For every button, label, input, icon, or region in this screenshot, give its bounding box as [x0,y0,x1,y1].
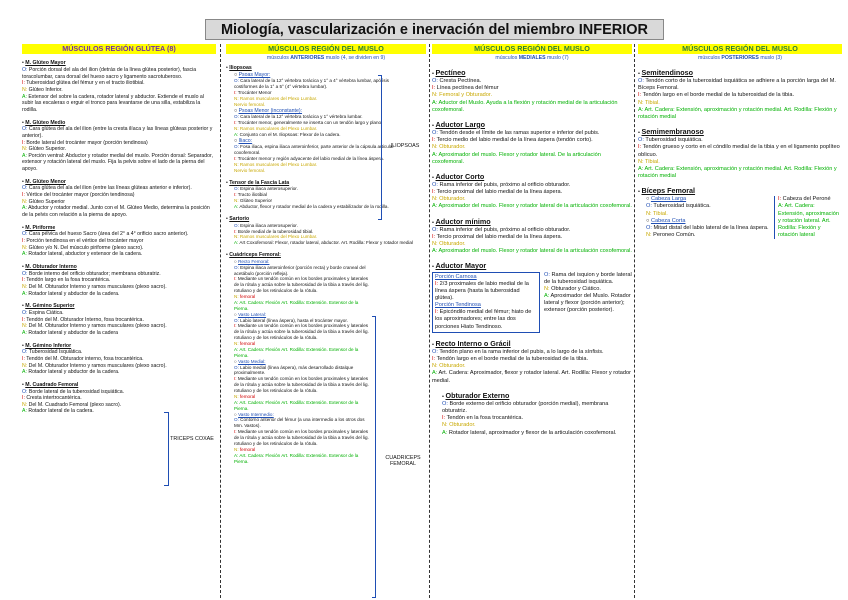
muscle-title: M. Gémino Inferior [25,342,72,349]
muscle-insertion: Tendón grueso y corto en el cóndilo medial de la tibia y en el ligamento poplíteo oblicuo. [638,144,840,158]
tensor-origin: Espina iliaca anterosuperior. [240,186,298,192]
recto-interno-title: Recto Interno o Grácil [435,338,511,348]
vasto-intermedio-insertion: Mediante un tendón común en los bordes proximales y laterales de la rótula y actúa sobre la tuberosidad de la tibia a través del lig. rotuliano y de los retináculos de la rótula. [234,429,369,446]
psoas-mayor-insertion: Trocánter Menor [237,90,272,95]
vasto-medial-insertion: Mediante un tendón común en los bordes proximales y laterales de la rótula y actúa sobre la tuberosidad de la tibia a través del lig. rotuliano y de los retináculos de la rótula. [234,376,369,394]
muscle-origin: Tuberosidad Isquiática. [28,349,83,356]
psoas-menor-title: Psoas Menor (inconstante): [238,107,303,114]
muscle-title: Semimembranoso [641,127,704,137]
aductor-mayor-origin: Rama del isquion y borde lateral de la tuberosidad isquiática. [544,271,632,285]
column-divider [220,44,221,598]
vasto-lateral-insertion: Mediante un tendón común en los bordes proximales y laterales de la rótula y actúa sobre la tuberosidad de la tibia a través del lig. rotuliano y de los retináculos de la rótula. [234,323,369,341]
recto-interno-nerve: Obturador. [439,363,466,370]
muscle-action: Aproximador del muslo. Flexor y rotador lateral de la articulación coxofemoral. [438,248,632,255]
column-divider [634,44,635,598]
vasto-intermedio-origin: Contorno anterior del fémur (a una intermedio a los otros dos Mm. Vastos). [234,417,365,429]
muscle-insertion: Tercio proximal del labio medial de la línea áspera. [436,233,563,240]
tensor-insertion: Tracto iliotibial [237,192,267,198]
vasto-lateral-origin: Labio lateral (línea áspera), hasta el trocánter mayor. [240,317,348,323]
muscle-insertion: Borde lateral del trocánter mayor (porción tendinosa) [26,139,148,146]
muscle-title: Pectíneo [435,67,466,77]
sartorio-block: • Sartorio O: Espina iliaca anterosuperior. I: Borde medial de la tuberosidad tibial. N: Ramos musculares del Plexo Lumbar. A: Art Coxofemoral: Flexor, rotador lateral, abductor. Art. Rodilla: Flexor y rotador medial [226,215,413,246]
muscle-insertion: Tercio proximal del labio medial de la línea áspera. [436,189,563,196]
posterior-thigh-column [638,44,842,596]
porcion-carnosa-insertion: 2/3 proximales de labio medial de la línea áspera (hasta la tuberosidad glútea). [435,280,529,301]
vasto-medial-origin: Labio medial (línea áspera), más desarrollado distalque proximalmente. [234,364,354,376]
muscle-insertion: Tercio medio del labio medial de la línea áspera (tendón corto). [436,137,593,144]
psoas-menor-insertion: Trocánter menor, generalmente se inserta con un tendón largo y plano. [237,120,383,126]
muscle-origin: Tuberosidad isquiática. [645,137,703,144]
obturador-externo-title: Obturador Externo [445,390,510,400]
muscle-origin: Rama inferior del pubis, próximo al orificio obturador. [439,226,571,233]
muscle-block: • Pectíneo O: Cresta Pectínea. I: Línea pectínea del fémur N: Femoral y Obturador. A: Aductor del Muslo. Ayuda a la flexión y rotación medial de la articulación coxofemoral. [432,67,618,113]
tensor-action: Abductor, flexor y rotador medial de la cadera y estabilizador de la rodilla. [239,204,389,210]
muscle-title: M. Gémino Superior [25,303,75,310]
muscle-action: Rotador lateral y abductor de la cadera. [28,290,120,297]
posterior-header: MÚSCULOS REGIÓN DEL MUSLO [638,44,842,54]
sartorio-insertion: Borde medial de la tuberosidad tibial. [237,228,314,234]
muscle-title: Aductor mínimo [435,216,491,226]
vasto-intermedio-nerve: femoral [239,446,256,452]
psoas-mayor-nerve-2: Nervio femoral. [234,101,266,107]
cuadriceps-block: • Cuádriceps Femoral: ○ Recto Femoral: O: Espina iliaca anteroinferior (porción recta) y borde craneal del acetábulo (porción refleja). I: Mediante un tendón común en los bordes proximales y laterales de la rótula y actúa sobre la tuberosidad de la tibia a través del lig. rotuliano y de los retináculos de la rótula. N: femoral A: Art. Cadera: Flexión Art. Rodilla: Extensión. Extensor de la Pierna. ○ Vasto Lateral: O: Labio lateral (línea áspera), hasta el trocánter mayor. I: Mediante un tendón común en los bordes proximales y laterales de la rótula y actúa sobre la tuberosidad de la tibia a través del lig. rotuliano y de los retináculos de la rótula. N: femoral A: Art. Cadera: Flexión Art. Rodilla: Extensión. Extensor de la Pierna. ○ Vasto Medial: O: Labio medial (línea áspera), más desarrollado distalque proximalmente. I: Mediante un tendón común en los bordes proximales y laterales de la rótula y actúa sobre la tuberosidad de la tibia a través del lig. rotuliano y de los retináculos de la rótula. N: femoral A: Art. Cadera: Flexión Art. Rodilla: Extensión. Extensor de la Pierna. ○ Vasto Intermedio: O: Contorno anterior del fémur (a una intermedio a los otros dos Mm. Vastos). I: Mediante un tendón común en los bordes proximales y laterales de la rótula y actúa sobre la tuberosidad de la tibia a través del lig. rotuliano y de los retináculos de la rótula. N: femoral A: Art. Cadera: Flexión Art. Rodilla: Extensión. Extensor de la Pierna. [226,252,369,464]
sartorio-nerve: Ramos musculares del Plexo Lumbar. [239,234,318,240]
muscle-origin: Borde lateral de la tuberosidad isquiática. [28,388,125,395]
vasto-medial-title: Vasto Medial: [238,358,266,364]
muscle-block: • M. Glúteo Menor O: Cara glútea del ala del ilion (entre las líneas glúteas anterior e inferior). I: Vértice del trocánter mayor (porción tendinosa) N: Glúteo Superior A: Abductor y rotador medial. Junto con el M. Glúteo Medio, determina la posición de la pelvis con relación a la pierna de apoyo. [22,178,210,219]
muscle-nerve: Femoral y Obturador. [439,92,493,99]
muscle-block: • Semimembranoso O: Tuberosidad isquiática. I: Tendón grueso y corto en el cóndilo medial de la tibia y en el ligamento poplíteo oblicuo. N: Tibial. A: Art. Cadera: Extensión, aproximación y rotación medial. Art. Rodilla: Flexión y rotación medial [638,127,840,179]
muscle-title: M. Cuadrado Femoral [25,381,79,388]
obturador-externo-action: Rotador lateral, aproximador y flexor de la articulación coxofemoral. [448,429,617,436]
muscle-nerve: Tibial. [645,99,660,106]
recto-femoral-action: Art. Cadera: Flexión Art. Rodilla: Extensión. Extensor de la Pierna. [234,299,359,311]
muscle-nerve: Glúteo y/o N. Del músculo piriforme (plexo sacro). [28,244,144,251]
recto-interno-origin: Tendón plano en la rama inferior del pubis, a lo largo de la sínfisis. [439,348,604,355]
biceps-femoral-action: Art. Cadera: Extensión, aproximación y rotación lateral. Art. Rodilla: Flexión y rotación lateral [778,203,839,239]
biceps-femoral-insertion: Cabeza del Peroné [782,196,831,203]
muscle-title: Aductor Corto [435,171,485,181]
sartorio-action: Art Coxofemoral: Flexor, rotador lateral, abductor. Art. Rodilla: Flexor y rotador medial [239,240,413,246]
iliaco-nerve: Ramos musculares del Plexo Lumbar. [239,162,318,168]
muscle-origin: Borde interno del orificio obturador; membrana obturatriz. [28,270,161,277]
muscle-insertion: Vértice del trocánter mayor (porción tendinosa) [26,192,135,199]
porcion-tendinosa-title: Porción Tendinosa [435,302,481,309]
vasto-medial-nerve: femoral [239,393,256,399]
aductor-mayor-title: Aductor Mayor [435,261,487,271]
vasto-lateral-nerve: femoral [239,341,256,347]
muscle-action: Aproximador del muslo. Flexor y rotador lateral. De la articulación coxofemoral. [432,151,601,165]
muscle-action: Art. Cadera: Extensión, aproximación y rotación medial. Art. Rodilla: Flexión y rotación medial [638,106,837,120]
porcion-carnosa-title: Porción Carnosa [435,273,477,280]
recto-femoral-nerve: femoral [239,294,256,300]
muscle-insertion: Línea pectínea del fémur [436,85,499,92]
vasto-intermedio-title: Vasto Intermedio: [238,411,274,417]
vasto-medial-action: Art. Cadera: Flexión Art. Rodilla: Extensión. Extensor de la Pierna. [234,399,359,411]
muscle-block: • M. Piriforme O: Cara pélvica del hueso Sacro (área del 2° a 4° orificio sacro anterior). I: Porción tendinosa en el vértice del trocánter mayor N: Glúteo y/o N. Del músculo piriforme (plexo sacro). A: Rotador lateral, abductor y extensor de la cadera. [22,224,189,258]
cabeza-corta-nerve: Peroneo Común. [653,232,696,239]
aductor-mayor-block: • Aductor Mayor Porción Carnosa I: 2/3 proximales de labio medial de la línea áspera (hasta la tuberosidad glútea). Porción Tendinosa I: Epicóndilo medial del fémur; hiato de los aproximadores; entre las dos porciones Hiato Tendinoso. O: Rama del isquion y borde lateral de la tuberosidad isquiática. N: Obturador y Ciático. A: Aproximador del Muslo. Rotador lateral y flexor (porción anterior); extensor (porción posterior). [432,261,632,332]
muscle-origin: Cara glútea del ala del ilion (entre las líneas glúteas anterior e inferior). [28,185,192,192]
gluteal-header: MÚSCULOS REGIÓN GLÚTEA (8) [22,44,216,54]
muscle-nerve: Del M. Obturador Interno y ramos musculares (plexo sacro). [28,362,167,369]
posterior-subheader: músculos POSTERIORES muslo (3) [698,55,782,62]
muscle-nerve: Obturador. [439,241,466,248]
iliopsoas-block: • Iliopsoas ○ Psoas Mayor: O: Cara lateral de la 12° vértebra torácica y 1° a 4° vértebra lumbar, apófisis costiformes de la 1° a 5° (4° vértebra lumbar). I: Trocánter Menor N: Ramos musculares del Plexo Lumbar. Nervio femoral. ○ Psoas Menor (inconstante): O: Cara lateral de la 12° vértebra torácica y 1° vértebra lumbar. I: Trocánter menor, generalmente se inserta con un tendón largo y plano. N: Ramos musculares del Plexo Lumbar. A: Conjunto con el M. Iliopsoas: Flexor de la cadera. ○ Iliaco: O: Fosa iliaca, espina iliaca anteroinferior, parte anterior de la cápsula articular coxofemoral. I: Trocánter menor y región adyacente del labio medial de la línea áspera. N: Ramos musculares del Plexo Lumbar. Nervio femoral. [226,65,426,174]
muscle-action: Extensor del sobre la cadera, rotador lateral y abductor. Extiende el muslo al subir las escaleras o erguir el tronco para levantarse de una silla, estabiliza la rodilla. [22,93,204,113]
sartorio-origin: Espina iliaca anterosuperior. [240,222,298,228]
muscle-nerve: Glúteo Inferior. [28,86,63,93]
obturador-externo-block: • Obturador Externo O: Borde externo del orificio obturador (porción medial), membrana obturatriz. I: Tendón en la fosa trocantérica. N: Obturador. A: Rotador lateral, aproximador y flexor de la articulación coxofemoral. [442,390,617,436]
muscle-action: Rotador lateral y abductor de la cadera [28,329,119,336]
page-title: Miología, vascularización e inervación del miembro INFERIOR [205,19,664,40]
psoas-menor-action: Conjunto con el M. Iliopsoas: Flexor de la cadera. [239,131,341,137]
muscle-block: • Aductor Corto O: Rama inferior del pubis, próximo al orificio obturador. I: Tercio proximal del labio medial de la línea áspera. N: Obturador. A: Aproximador del muslo. Flexor y rotador lateral de la articulación coxofemoral. [432,171,632,210]
psoas-mayor-nerve: Ramos musculares del Plexo Lumbar. [239,95,318,101]
muscle-action: Art. Cadera: Extensión, aproximación y rotación medial. Art. Rodilla: Flexión y rotación medial [638,165,837,179]
muscle-nerve: Glúteo Superior. [28,146,67,153]
muscle-nerve: Obturador. [439,144,466,151]
medial-subheader: músculos MEDIALES muslo (7) [495,55,569,62]
muscle-action: Rotador lateral de la cadera. [28,408,94,415]
muscle-action: Aductor del Muslo. Ayuda a la flexión y rotación medial de la articulación coxofemoral. [432,99,618,113]
muscle-nerve: Obturador. [439,196,466,203]
column-divider [429,44,430,598]
muscle-nerve: Tibial. [645,158,660,165]
iliopsoas-bracket [378,75,382,220]
psoas-menor-nerve: Ramos musculares del Plexo Lumbar. [239,126,318,132]
muscle-block: • M. Gémino Superior O: Espina Ciática. I: Tendón del M. Obturador Interno, fosa trocantérica. N: Del M. Obturador Interno y ramos musculares (plexo sacro). A: Rotador lateral y abductor de la cadera [22,303,167,336]
muscle-origin: Cara glútea del ala del ilion (entre la cresta ilíaca y las líneas glúteas posterior y anterior). [22,126,213,139]
iliaco-nerve-2: Nervio femoral. [234,167,266,173]
muscle-action: Rotador lateral y abductor de la cadera. [28,369,120,376]
muscle-block: • Aductor Largo O: Tendón desde el límite de las ramas superior e inferior del pubis. I: Tercio medio del labio medial de la línea áspera (tendón corto). N: Obturador. A: Aproximador del muslo. Flexor y rotador lateral. De la articulación coxofemoral. [432,119,601,165]
cuadriceps-title: Cuádriceps Femoral: [229,252,281,259]
cabeza-larga-origin: Tuberosidad isquiática. [653,203,711,210]
muscle-title: M. Glúteo Menor [25,178,66,185]
muscle-action: Aproximador del muslo. Flexor y rotador lateral de la articulación coxofemoral. [438,203,632,210]
iliopsoas-label: ILIOPSOAS [390,143,420,149]
recto-interno-action: Art. Cadera: Aproximador, flexor y rotador lateral. Art. Rodilla: Flexor y rotador medial. [432,370,631,384]
vasto-lateral-title: Vasto Lateral: [238,311,267,317]
triceps-coxae-label: TRICEPS COXAE [170,436,214,442]
psoas-menor-origin: Cara lateral de la 12° vértebra torácica y 1° vértebra lumbar. [240,114,363,120]
recto-femoral-origin: Espina iliaca anteroinferior (porción recta) y borde craneal del acetábulo (porción refleja). [234,264,366,276]
aductor-mayor-action: Aproximador del Muslo. Rotador lateral y flexor (porción anterior); extensor (porción posterior). [544,293,631,314]
muscle-origin: Cresta Pectínea. [439,78,482,85]
muscle-title: Semitendinoso [641,67,694,77]
iliopsoas-title: Iliopsoas [229,64,252,71]
muscle-title: M. Piriforme [25,224,56,231]
recto-interno-block: • Recto Interno o Grácil O: Tendón plano en la rama inferior del pubis, a lo largo de la sínfisis. I: Tendón largo en el borde medial de la tuberosidad de la tibia. N: Obturador. A: Art. Cadera: Aproximador, flexor y rotador lateral. Art. Rodilla: Flexor y rotador medial. [432,338,631,384]
muscle-origin: Rama inferior del pubis, próximo al orificio obturador. [439,181,571,188]
obturador-externo-nerve: Obturador. [449,422,476,429]
iliaco-insertion: Trocánter menor y región adyacente del labio medial de la línea áspera. [237,156,384,162]
cabeza-corta-origin: Mitad distal del labio lateral de la línea áspera. [653,224,769,231]
muscle-nerve: Del M. Obturador Interno y ramos musculares (plexo sacro). [28,283,167,290]
obturador-externo-insertion: Tendón en la fosa trocantérica. [446,415,524,422]
medial-thigh-column [432,44,632,596]
anterior-header: MÚSCULOS REGIÓN DEL MUSLO [226,44,426,54]
muscle-origin: Espina Ciática. [28,309,64,316]
muscle-insertion: Tendón largo en la fosa trocantérica. [26,277,111,284]
porcion-tendinosa-insertion: Epicóndilo medial del fémur; hiato de los aproximadores; entre las dos porciones Hiato Tendinoso. [435,309,532,330]
medial-header: MÚSCULOS REGIÓN DEL MUSLO [432,44,632,54]
muscle-insertion: Cresta intertrocantérica. [26,395,82,402]
muscle-block: • M. Gémino Inferior O: Tuberosidad Isquiática. I: Tendón del M. Obturador interno, fosa trocantérica. N: Del M. Obturador Interno y ramos musculares (plexo sacro). A: Rotador lateral y abductor de la cadera. [22,342,167,376]
triceps-bracket [164,412,169,486]
muscle-origin: Tendón corto de la tuberosidad isquiática se adhiere a la porción larga del M. Bíceps Femoral. [638,78,836,92]
sartorio-title: Sartorio [229,215,250,222]
psoas-mayor-title: Psoas Mayor: [238,71,271,78]
aductor-mayor-nerve: Obturador y Ciático. [551,285,601,292]
recto-femoral-insertion: Mediante un tendón común en los bordes proximales y laterales de la rótula y actúa sobre la tuberosidad de la tibia a través del lig. rotuliano y de los retináculos de la rótula. [234,276,369,294]
muscle-action: Rotador lateral, abductor y extensor de la cadera. [28,251,143,258]
muscle-block: • Aductor mínimo O: Rama inferior del pubis, próximo al orificio obturador. I: Tercio proximal del labio medial de la línea áspera. N: Obturador. A: Aproximador del muslo. Flexor y rotador lateral de la articulación coxofemoral. [432,216,632,255]
muscle-insertion: Porción tendinosa en el vértice del trocánter mayor [26,238,144,245]
anterior-subheader: músculos ANTERIORES muslo (4, se dividen en 9) [266,55,386,62]
muscle-title: M. Glúteo Medio [25,119,66,126]
muscle-insertion: Tendón del M. Obturador Interno, fosa trocantérica. [26,316,144,323]
muscle-action: Porción ventral: Abductor y rotador medial del muslo. Porción dorsal: Separador, extensor y rotación lateral del muslo. Fija la pelvis sobre el lado de la pierna del apoyo. [22,152,213,173]
muscle-title: M. Obturador Interno [25,264,77,270]
cuadriceps-label: CUADRICEPS FEMORAL [385,455,421,468]
tensor-block: • Tensor de la Fascia Lata O: Espina iliaca anterosuperior. I: Tracto iliotibial N: Glúteo Superior A: Abductor, flexor y rotador medial de la cadera y estabilizador de la rodilla. [226,179,389,210]
anterior-thigh-column [226,44,426,596]
muscle-title: M. Glúteo Mayor [25,60,66,67]
muscle-nerve: Del M. Obturador Interno y ramos musculares (plexo sacro). [28,323,167,330]
muscle-insertion: Tendón del M. Obturador interno, fosa trocantérica. [26,355,144,362]
muscle-nerve: Glúteo Superior [28,198,65,205]
psoas-mayor-origin: Cara lateral de la 12° vértebra torácica y 1° a 4° vértebra lumbar, apófisis costiformes de la 1° a 5° (4° vértebra lumbar). [234,78,389,90]
muscle-origin: Porción dorsal del ala del ilion (detrás de la línea glútea posterior), fascia toracolumbar, cara dorsal del hueso sacro y ligamento sacrotuberoso. [22,66,197,80]
muscle-insertion: Tendón largo en el borde medial de la tuberosidad de la tibia. [642,92,795,99]
vasto-intermedio-action: Art. Cadera: Flexión Art. Rodilla: Extensión. Extensor de la Pierna. [234,452,359,464]
iliaco-origin: Fosa iliaca, espina iliaca anteroinferior, parte anterior de la cápsula articular coxofemoral. [234,144,394,156]
tensor-title: Tensor de la Fascia Lata [229,179,290,186]
biceps-femoral-block: • Bíceps Femoral ○ Cabeza Larga O: Tuberosidad isquiática. N: Tibial. ○ Cabeza Corta O: Mitad distal del labio lateral de la línea áspera. N: Peroneo Común. I: Cabeza del Peroné A: Art. Cadera: Extensión, aproximación y rotación lateral. Art. Rodilla: Flexión y rotación lateral [638,186,842,239]
recto-femoral-title: Recto Femoral: [238,258,270,264]
vasto-lateral-action: Art. Cadera: Flexión Art. Rodilla: Extensión. Extensor de la Pierna. [234,346,359,358]
muscle-block: • M. Obturador Interno O: Borde interno del orificio obturador; membrana obturatriz. I: Tendón largo en la fosa trocantérica. N: Del M. Obturador Interno y ramos musculares (plexo sacro). A: Rotador lateral y abductor de la cadera. [22,264,167,297]
muscle-nerve: Del M. Cuadrado Femoral (plexo sacro). [28,401,122,408]
obturador-externo-origin: Borde externo del orificio obturador (porción medial), membrana obturatriz. [442,400,609,415]
muscle-title: Aductor Largo [435,119,486,129]
recto-interno-insertion: Tendón largo en el borde medial de la tuberosidad de la tibia. [436,356,589,363]
gluteal-column [22,44,216,596]
cabeza-corta-title: Cabeza Corta [650,217,686,224]
muscle-insertion: Tuberosidad glútea del fémur y en el tracto iliotibial. [26,80,145,87]
muscle-block: • M. Cuadrado Femoral O: Borde lateral de la tuberosidad isquiática. I: Cresta intertrocantérica. N: Del M. Cuadrado Femoral (plexo sacro). A: Rotador lateral de la cadera. [22,381,125,415]
tensor-nerve: Glúteo Superior [239,198,273,204]
muscle-block: • M. Glúteo Mayor O: Porción dorsal del ala del ilion (detrás de la línea glútea posterior), fascia toracolumbar, cara dorsal del hueso sacro y ligamento sacrotuberoso. I: Tuberosidad glútea del fémur y en el tracto iliotibial. N: Glúteo Inferior. A: Extensor del sobre la cadera, rotador lateral y abductor. Extiende el muslo al subir las escaleras o erguir el tronco para levantarse de una silla, estabiliza la rodilla. [22,60,204,113]
cuadriceps-bracket [372,316,376,598]
cabeza-larga-title: Cabeza Larga [650,196,687,203]
cabeza-larga-nerve: Tibial. [653,210,668,217]
muscle-origin: Cara pélvica del hueso Sacro (área del 2° a 4° orificio sacro anterior). [28,231,189,238]
muscle-block: • M. Glúteo Medio O: Cara glútea del ala del ilion (entre la cresta ilíaca y las líneas glúteas posterior y anterior). I: Borde lateral del trocánter mayor (porción tendinosa) N: Glúteo Superior. A: Porción ventral: Abductor y rotador medial del muslo. Porción dorsal: Separador, extensor y rotación lateral del muslo. Fija la pelvis sobre el lado de la pierna del apoyo. [22,119,213,173]
iliaco-title: Iliaco: [238,137,253,144]
muscle-block: • Semitendinoso O: Tendón corto de la tuberosidad isquiática se adhiere a la porción larga del M. Bíceps Femoral. I: Tendón largo en el borde medial de la tuberosidad de la tibia. N: Tibial. A: Art. Cadera: Extensión, aproximación y rotación medial. Art. Rodilla: Flexión y rotación medial [638,67,837,120]
muscle-action: Abductor y rotador medial. Junto con el M. Glúteo Medio, determina la posición de la pelvis con relación a la pierna de apoyo. [22,205,210,219]
biceps-femoral-title: Bíceps Femoral [641,186,696,196]
muscle-origin: Tendón desde el límite de las ramas superior e inferior del pubis. [439,130,600,137]
